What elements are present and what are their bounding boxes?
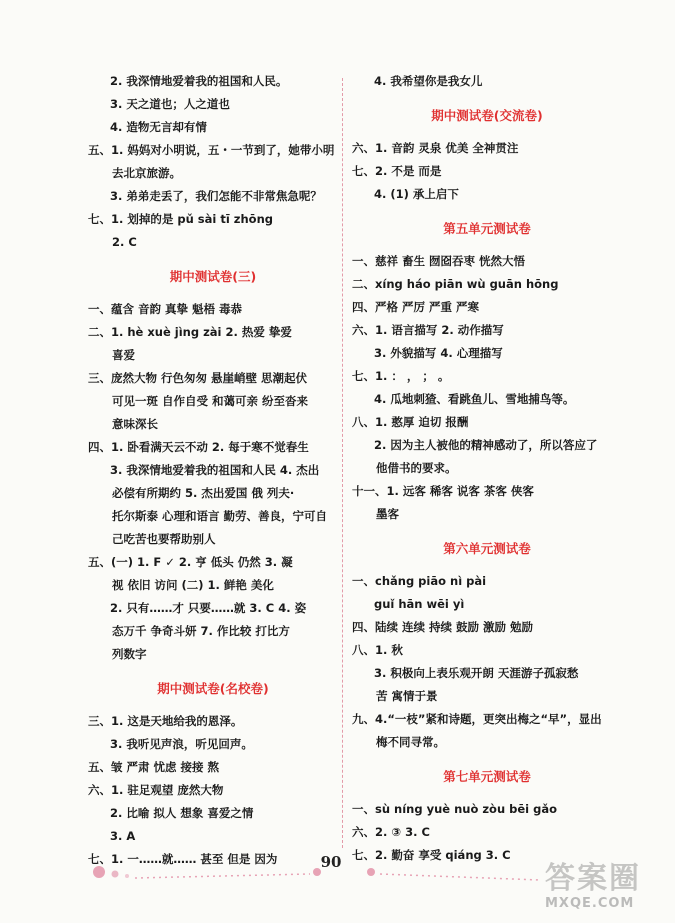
answer-line: 六、1. 音韵 灵泉 优美 全神贯注 [352,141,519,155]
answer-line: 八、1. 憨厚 迫切 报酬 [352,415,469,429]
watermark-url: MXQE.COM [545,896,635,911]
answer-line: 列数字 [112,647,147,661]
column-divider [342,78,343,848]
answer-line: 二、xíng háo piān wù guān hōng [352,277,559,291]
section-title: 期中测试卷(名校卷) [157,681,269,696]
left-column [88,70,338,871]
answer-line: 态万千 争奇斗妍 7. 作比较 打比方 [112,624,290,638]
answer-line: 4. (1) 承上启下 [374,187,459,201]
answer-line: 可见一斑 自作自受 和蔼可亲 纷至沓来 [112,394,309,408]
answer-line: 九、4.“一枝”紧和诗题，更突出梅之“早”，显出 [352,712,602,726]
answer-line: 2. 我深情地爱着我的祖国和人民。 [110,74,288,88]
answer-line: 3. 积极向上表乐观开朗 天涯游子孤寂愁 [374,666,579,680]
answer-line: 八、1. 秋 [352,643,403,657]
answer-line: 4. 瓜地刺猹、看跳鱼儿、雪地捕鸟等。 [374,392,575,406]
answer-line: 3. 天之道也；人之道也 [110,97,230,111]
answer-line: 2. 比喻 拟人 想象 喜爱之情 [110,806,254,820]
answer-line: 3. 弟弟走丢了，我们怎能不非常焦急呢？ [110,189,322,203]
answer-line: 五、皱 严肃 忧虑 接接 熬 [88,760,220,774]
right-column [352,70,622,867]
answer-line: 五、(一) 1. F ✓ 2. 亨 低头 仍然 3. 凝 [88,555,293,569]
section-title: 第七单元测试卷 [443,769,531,784]
answer-line: 七、1. 一……就…… 甚至 但是 因为 [88,852,278,866]
answer-line: 喜爱 [112,348,135,362]
answer-line: 七、2. 勤奋 享受 qiáng 3. C [352,848,511,862]
answer-line: 3. 我深情地爱着我的祖国和人民 4. 杰出 [110,463,320,477]
answer-line: 六、2. ③ 3. C [352,825,430,839]
answer-line: 己吃苦也要帮助别人 [112,532,216,546]
watermark-title: 答案圈 [545,861,641,896]
answer-line: 4. 我希望你是我女儿 [374,74,483,88]
answer-line: 七、2. 不是 而是 [352,164,442,178]
answer-line: 3. 我听见声浪，听见回声。 [110,737,253,751]
answer-line: 四、严格 严厉 严重 严寒 [352,300,480,314]
answer-line: 三、庞然大物 行色匆匆 悬崖峭壁 思潮起伏 [88,371,308,385]
answer-line: 4. 造物无言却有情 [110,120,207,134]
answer-line: 三、1. 这是天地给我的恩泽。 [88,714,243,728]
answer-line: 墨客 [376,507,399,521]
answer-line: 3. 外貌描写 4. 心理描写 [374,346,503,360]
answer-line: 十一、1. 远客 稀客 说客 茶客 侠客 [352,484,534,498]
answer-line: 苦 寓情于景 [376,689,438,703]
answer-line: 四、陆续 连续 持续 鼓励 激励 勉励 [352,620,534,634]
answer-line: 一、蕴含 音韵 真挚 魁梧 毒恭 [88,302,243,316]
answer-line: 六、1. 语言描写 2. 动作描写 [352,323,504,337]
page-number: 90 [320,853,342,871]
answer-line: 二、1. hè xuè jìng zài 2. 热爱 挚爱 [88,325,292,339]
answer-line: 视 依旧 访问 (二) 1. 鲜艳 美化 [112,578,274,592]
answer-line: guǐ hān wēi yì [374,597,465,611]
section-title: 第五单元测试卷 [443,221,531,236]
answer-line: 2. C [112,235,137,249]
answer-line: 梅不同寻常。 [376,735,445,749]
watermark-logo [545,862,670,920]
answer-line: 他借书的要求。 [376,461,457,475]
answer-line: 五、1. 妈妈对小明说，五・一节到了，她带小明 [88,143,335,157]
answer-line: 3. A [110,829,136,843]
section-title: 期中测试卷(三) [169,269,257,284]
answer-line: 2. 只有……才 只要……就 3. C 4. 姿 [110,601,307,615]
answer-line: 七、1. ： ， ； 。 [352,369,450,383]
answer-line: 意味深长 [112,417,158,431]
answer-line: 一、chǎng piāo nì pài [352,574,487,588]
section-title: 第六单元测试卷 [443,541,531,556]
answer-line: 必偿有所期约 5. 杰出爱国 俄 列夫· [112,486,295,500]
answer-line: 一、sù níng yuè nuò zòu bēi gǎo [352,802,558,816]
section-title: 期中测试卷(交流卷) [431,108,543,123]
answer-line: 四、1. 卧看满天云不动 2. 每于寒不觉春生 [88,440,309,454]
answer-line: 去北京旅游。 [112,166,181,180]
answer-line: 七、1. 划掉的是 pǔ sài tī zhōng [88,212,273,226]
answer-line: 一、慈祥 畜生 囫囵吞枣 恍然大悟 [352,254,526,268]
answer-line: 2. 因为主人被他的精神感动了，所以答应了 [374,438,598,452]
answer-line: 托尔斯泰 心理和语言 勤劳、善良，宁可自 [112,509,328,523]
answer-line: 六、1. 驻足观望 庞然大物 [88,783,224,797]
